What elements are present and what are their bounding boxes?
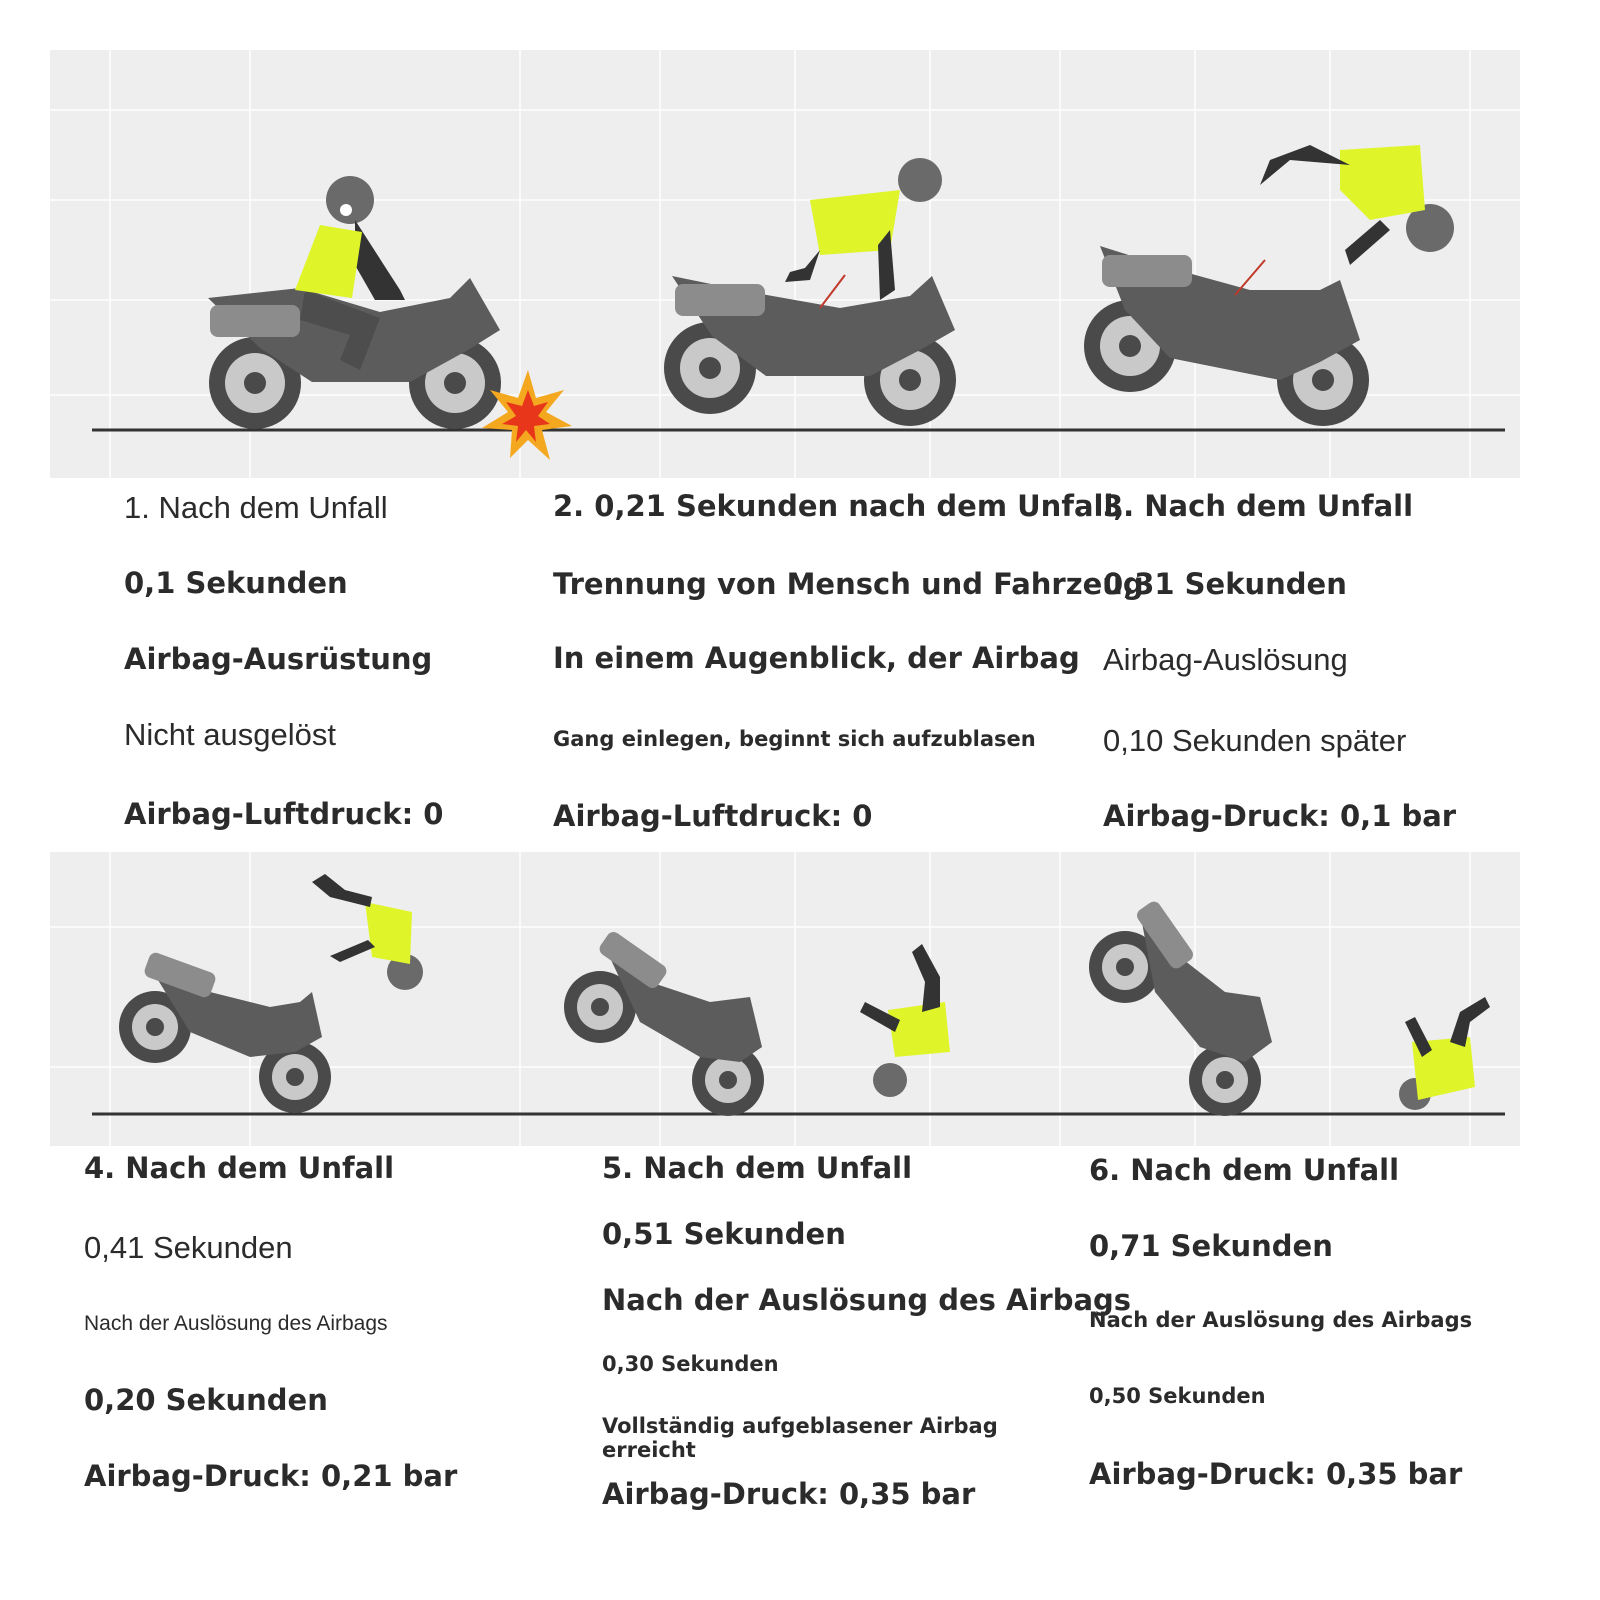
step-2-time: Trennung von Mensch und Fahrzeug <box>553 567 1144 601</box>
step-1-time: 0,1 Sekunden <box>124 566 348 600</box>
step-5-detail-3: Vollständig aufgeblasener Airbag erreicht <box>602 1414 998 1463</box>
step-3-time: 0,31 Sekunden <box>1103 567 1347 601</box>
step-3-title: 3. Nach dem Unfall <box>1103 489 1414 523</box>
step-3-detail-1: Airbag-Auslösung <box>1103 642 1348 677</box>
illustration-panel-top <box>50 50 1520 478</box>
illustration-panel-bottom <box>50 852 1520 1146</box>
airbag-vest-icon <box>365 902 412 964</box>
scene-3 <box>1084 145 1454 426</box>
step-6-title: 6. Nach dem Unfall <box>1089 1153 1400 1187</box>
rider-icon <box>1399 997 1490 1110</box>
rider-icon <box>785 158 942 308</box>
step-4-detail-1: Nach der Auslösung des Airbags <box>84 1312 388 1335</box>
step-5-detail-2: 0,30 Sekunden <box>602 1352 779 1376</box>
step-3-pressure: Airbag-Druck: 0,1 bar <box>1103 799 1457 833</box>
illustration-bottom-svg <box>50 852 1520 1146</box>
motorcycle-icon <box>1084 246 1369 426</box>
motorcycle-icon <box>564 929 764 1116</box>
step-2-detail-1: In einem Augenblick, der Airbag <box>553 641 1080 675</box>
step-1-detail-1: Airbag-Ausrüstung <box>124 642 433 676</box>
airbag-vest-icon <box>295 225 362 298</box>
motorcycle-icon <box>1089 899 1272 1116</box>
scene-4 <box>119 874 423 1113</box>
step-5-time: 0,51 Sekunden <box>602 1217 846 1251</box>
step-1-detail-2: Nicht ausgelöst <box>124 717 336 752</box>
step-2-detail-2: Gang einlegen, beginnt sich aufzublasen <box>553 727 1036 751</box>
step-6-detail-1: Nach der Auslösung des Airbags <box>1089 1308 1473 1332</box>
step-3-detail-2: 0,10 Sekunden später <box>1103 723 1407 758</box>
scene-1 <box>208 176 572 460</box>
rider-icon <box>860 944 950 1097</box>
step-4-detail-2: 0,20 Sekunden <box>84 1383 328 1417</box>
airbag-vest-icon <box>1340 145 1425 220</box>
step-2-title: 2. 0,21 Sekunden nach dem Unfall, <box>553 489 1125 523</box>
motorcycle-icon <box>119 951 331 1113</box>
scene-2 <box>664 158 956 426</box>
rider-icon <box>312 874 423 990</box>
step-1-pressure: Airbag-Luftdruck: 0 <box>124 797 444 831</box>
motorcycle-icon <box>664 276 956 426</box>
step-6-pressure: Airbag-Druck: 0,35 bar <box>1089 1457 1463 1491</box>
illustration-top-svg <box>50 50 1520 478</box>
step-6-time: 0,71 Sekunden <box>1089 1229 1333 1263</box>
scene-5 <box>564 929 950 1116</box>
scene-6 <box>1089 899 1490 1116</box>
step-5-title: 5. Nach dem Unfall <box>602 1151 913 1185</box>
step-5-pressure: Airbag-Druck: 0,35 bar <box>602 1477 976 1511</box>
step-4-title: 4. Nach dem Unfall <box>84 1151 395 1185</box>
step-1-title: 1. Nach dem Unfall <box>124 490 388 525</box>
airbag-vest-icon <box>888 1002 950 1057</box>
rider-icon <box>1260 145 1454 265</box>
step-6-detail-2: 0,50 Sekunden <box>1089 1384 1266 1408</box>
step-4-pressure: Airbag-Druck: 0,21 bar <box>84 1459 458 1493</box>
step-5-detail-1: Nach der Auslösung des Airbags <box>602 1283 1132 1317</box>
step-4-time: 0,41 Sekunden <box>84 1230 293 1265</box>
step-2-pressure: Airbag-Luftdruck: 0 <box>553 799 873 833</box>
